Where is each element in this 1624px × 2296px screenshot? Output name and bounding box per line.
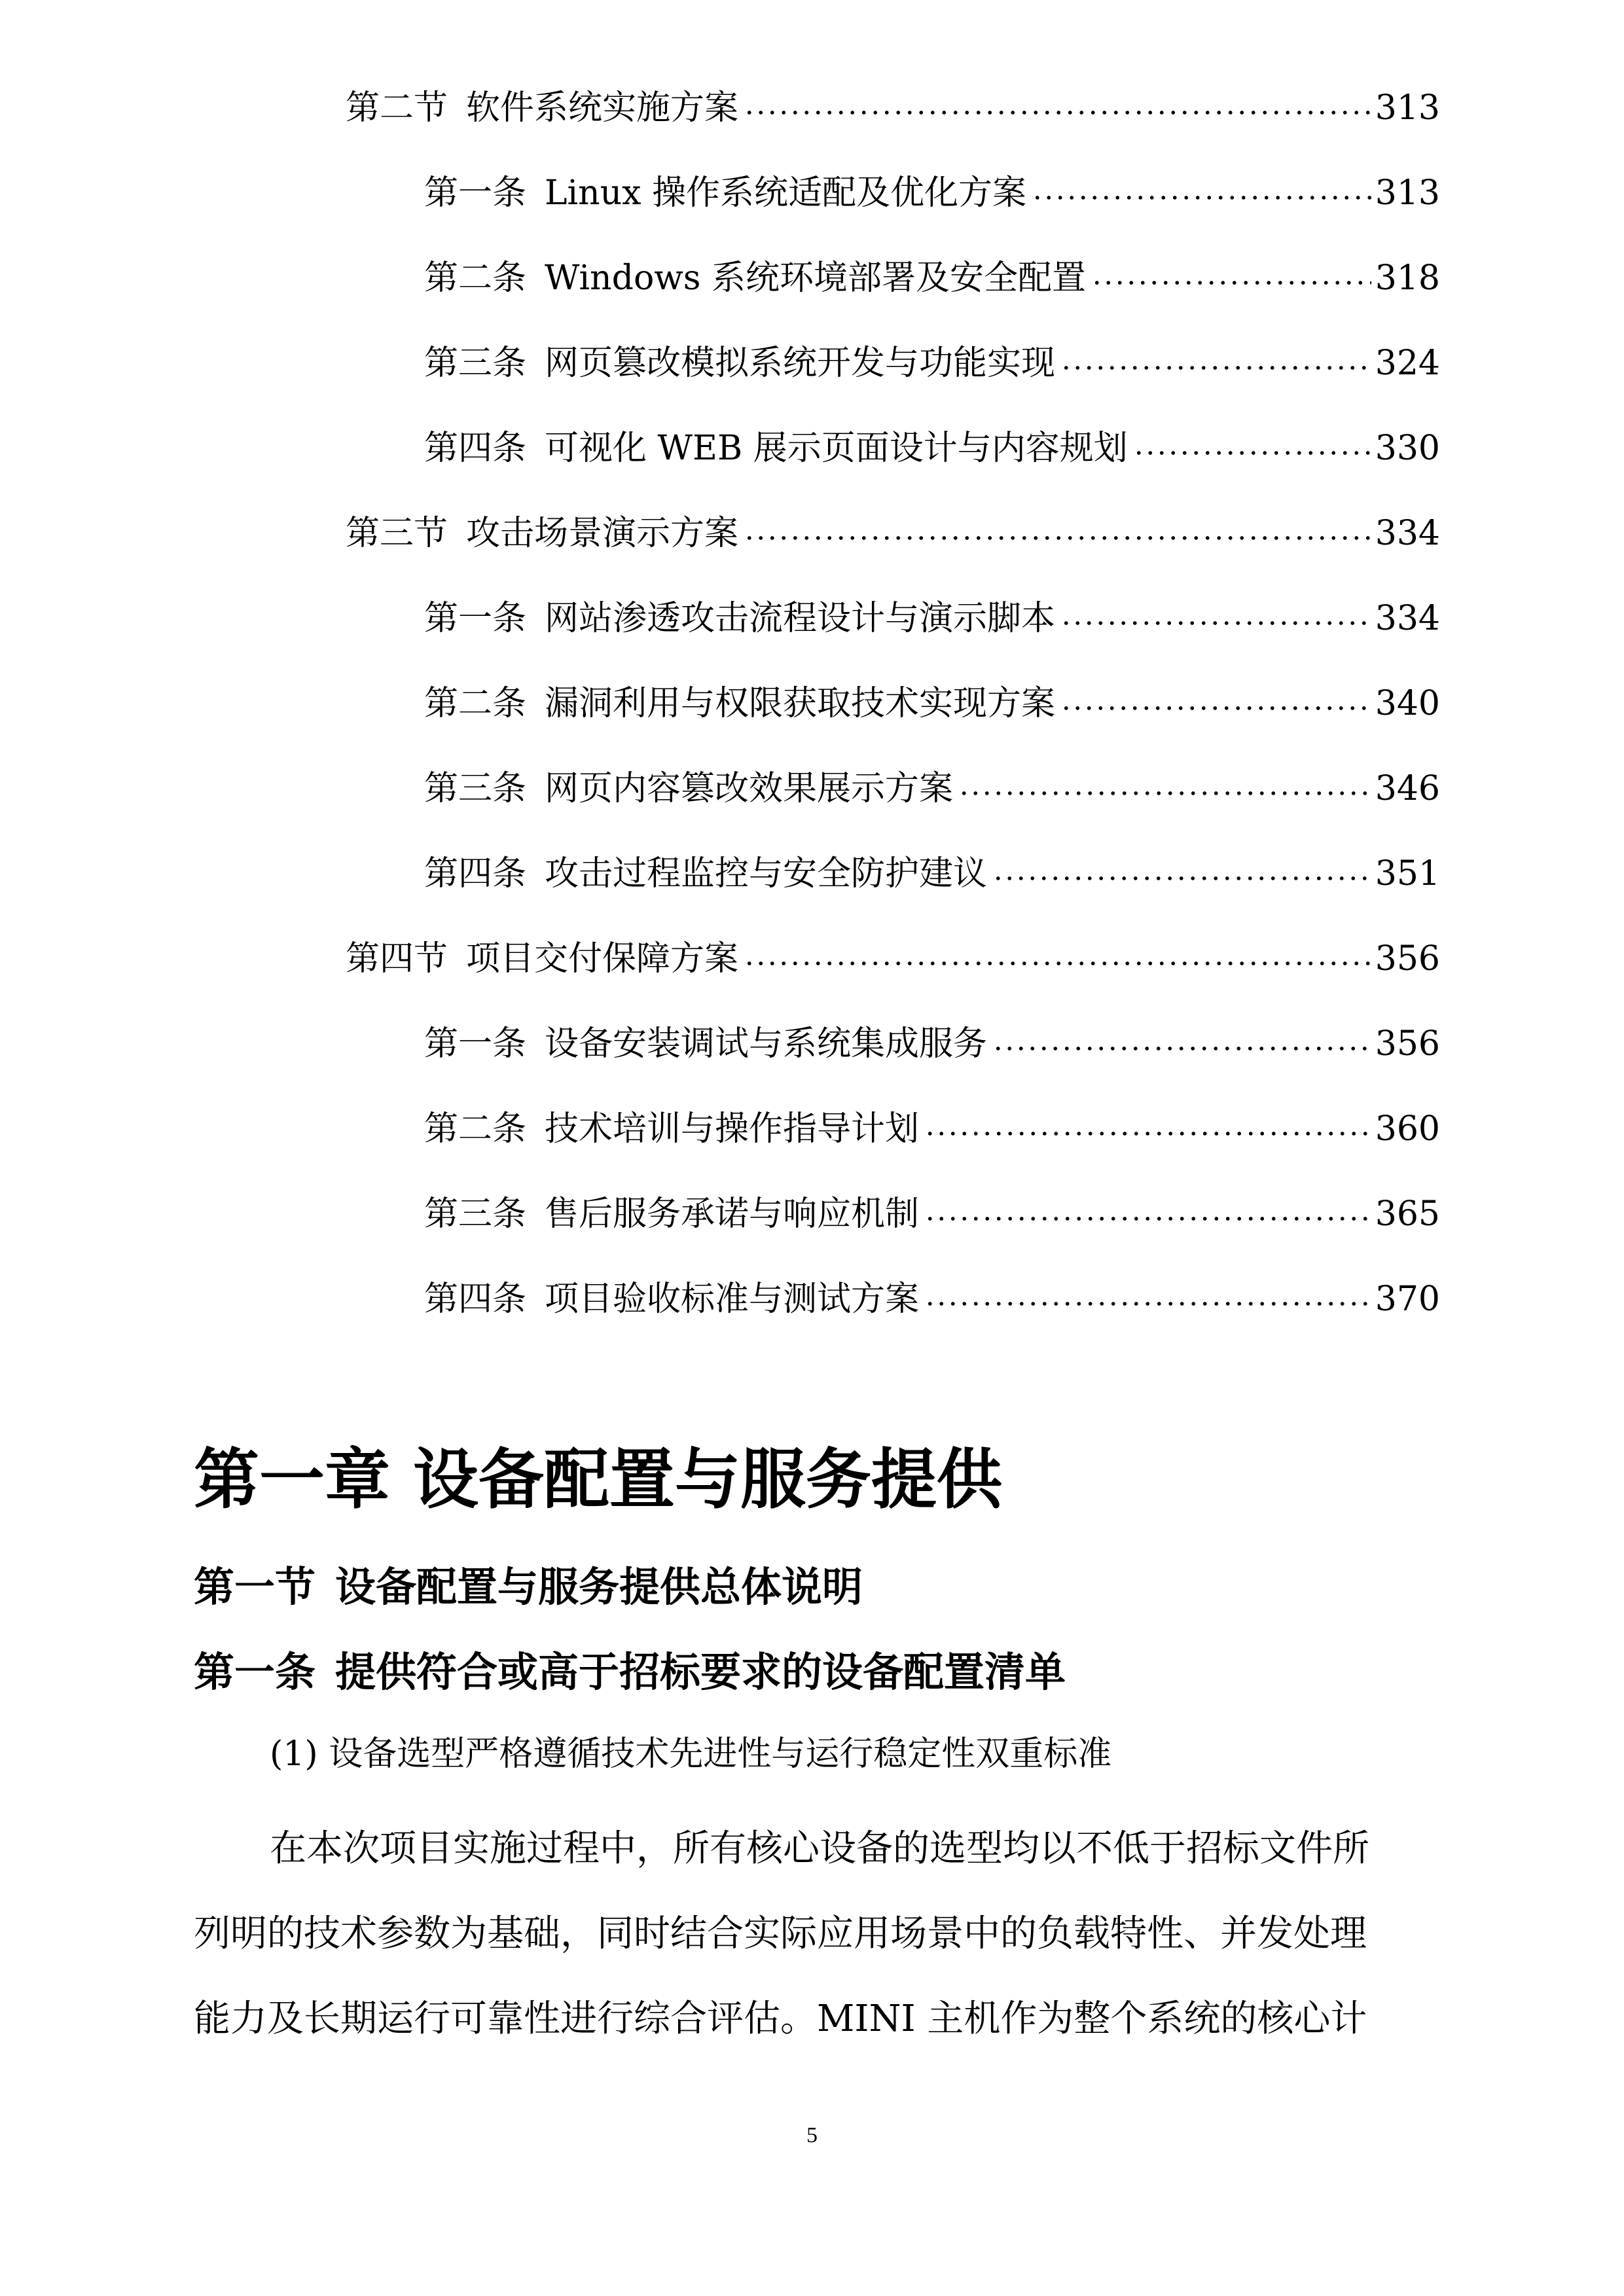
toc-title: 漏洞利用与权限获取技术实现方案 [545,684,1056,723]
toc-page-number: 313 [1375,88,1440,128]
toc-title: 可视化 WEB 展示页面设计与内容规划 [545,429,1128,468]
toc-label: 第二条 [424,259,527,298]
toc-label: 第四条 [424,429,527,468]
toc-title: Windows 系统环境部署及安全配置 [545,259,1086,298]
toc-label: 第一条 [424,1024,527,1064]
toc-title: 设备安装调试与系统集成服务 [545,1024,988,1064]
toc-entry[interactable] [424,252,1440,304]
toc-leader [1091,278,1371,287]
toc-entry[interactable] [424,848,1440,900]
toc-entry[interactable] [424,592,1440,645]
toc-label: 第四条 [424,1280,527,1319]
toc-page-number: 330 [1375,429,1440,468]
toc-entry[interactable] [424,1103,1440,1155]
toc-leader [958,789,1371,798]
toc-leader [992,874,1371,883]
toc-entry[interactable] [424,1018,1440,1070]
article-title: 提供符合或高于招标要求的设备配置清单 [335,1648,1066,1696]
toc-leader [992,1044,1371,1053]
toc-page-number: 356 [1375,1024,1440,1064]
toc-page-number: 340 [1375,684,1440,723]
toc-entry[interactable] [424,167,1440,219]
toc-page-number: 370 [1375,1280,1440,1319]
article-label: 第一条 [194,1648,316,1696]
toc-label: 第四节 [346,939,448,978]
toc-title: 网页篡改模拟系统开发与功能实现 [545,344,1056,383]
toc-title: 项目交付保障方案 [466,939,739,978]
toc-page-number: 334 [1375,599,1440,638]
toc-leader [924,1214,1371,1223]
toc-page-number: 324 [1375,344,1440,383]
section-title: 设备配置与服务提供总体说明 [335,1563,863,1611]
toc-title: 售后服务承诺与响应机制 [545,1194,920,1234]
paragraph-line: 列明的技术参数为基础，同时结合实际应用场景中的负载特性、并发处理 [194,1912,1367,1955]
paragraph-line: 能力及长期运行可靠性进行综合评估。MINI 主机作为整个系统的核心计 [194,1998,1367,2040]
toc-page-number: 318 [1375,259,1440,298]
toc-leader [1060,363,1371,372]
toc-leader [1133,448,1371,457]
sub-item-heading: (1) 设备选型严格遵循技术先进性与运行稳定性双重标准 [270,1734,1112,1774]
toc-label: 第三节 [346,514,448,553]
toc-page-number: 313 [1375,173,1440,213]
toc-page-number: 346 [1375,769,1440,808]
toc-entry[interactable] [346,82,1440,134]
toc-page-number: 334 [1375,514,1440,553]
toc-page-number: 351 [1375,854,1440,893]
toc-entry[interactable] [424,1273,1440,1325]
toc-title: 技术培训与操作指导计划 [545,1109,920,1149]
toc-title: 项目验收标准与测试方案 [545,1280,920,1319]
toc-title: 软件系统实施方案 [466,88,739,128]
toc-entry[interactable] [424,422,1440,475]
toc-label: 第四条 [424,854,527,893]
toc-leader [1060,704,1371,713]
article-heading [194,1643,1066,1702]
toc-leader [1060,619,1371,628]
page-number: 5 [806,2123,818,2147]
toc-leader [924,1299,1371,1308]
toc-entry[interactable] [346,507,1440,560]
toc-label: 第三条 [424,344,527,383]
toc-leader [744,959,1371,968]
toc-leader [744,108,1371,117]
toc-title: 网站渗透攻击流程设计与演示脚本 [545,599,1056,638]
toc-page-number: 365 [1375,1194,1440,1234]
toc-leader [744,533,1371,543]
toc-label: 第二条 [424,1109,527,1149]
toc-label: 第二节 [346,88,448,128]
toc-page-number: 356 [1375,939,1440,978]
toc-label: 第三条 [424,1194,527,1234]
toc-label: 第一条 [424,173,527,213]
toc-entry[interactable] [424,1188,1440,1240]
section-heading [194,1558,863,1617]
paragraph-line: 在本次项目实施过程中，所有核心设备的选型均以不低于招标文件所 [270,1827,1369,1870]
toc-label: 第一条 [424,599,527,638]
toc-label: 第二条 [424,684,527,723]
toc-page-number: 360 [1375,1109,1440,1149]
toc-label: 第三条 [424,769,527,808]
toc-title: 网页内容篡改效果展示方案 [545,769,954,808]
toc-leader [1032,193,1371,202]
chapter-title: 第一章 设备配置与服务提供 [194,1441,1002,1518]
toc-title: 攻击过程监控与安全防护建议 [545,854,988,893]
toc-leader [924,1129,1371,1138]
toc-entry[interactable] [424,677,1440,730]
toc-entry[interactable] [346,933,1440,985]
toc-title: 攻击场景演示方案 [466,514,739,553]
toc-title: Linux 操作系统适配及优化方案 [545,173,1027,213]
toc-entry[interactable] [424,337,1440,389]
section-label: 第一节 [194,1563,316,1611]
toc-entry[interactable] [424,762,1440,815]
